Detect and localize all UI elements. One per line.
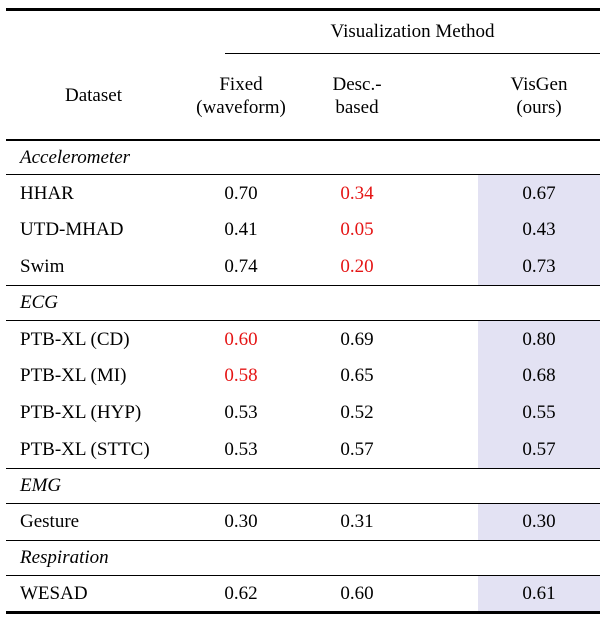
- desc-value-cell: 0.34: [340, 182, 374, 204]
- table-row: [6, 249, 600, 286]
- desc-value-cell: 0.60: [340, 582, 374, 604]
- section-row: [6, 140, 600, 175]
- col-header-dataset: Dataset: [65, 85, 122, 107]
- desc-value-cell: 0.57: [340, 439, 374, 461]
- dataset-cell: PTB-XL (STTC): [20, 439, 150, 461]
- fixed-value-cell: 0.41: [224, 219, 258, 241]
- table-row: [6, 432, 600, 469]
- group-header-row: [6, 10, 600, 54]
- section-row: [6, 541, 600, 576]
- gap-cell: [413, 358, 478, 395]
- table-body: [6, 140, 600, 613]
- table-row: [6, 175, 600, 212]
- col-header-desc-line1: Desc.-: [332, 73, 382, 95]
- visgen-value-cell: 0.55: [478, 395, 600, 432]
- fixed-value-cell: 0.30: [224, 511, 258, 533]
- fixed-value-cell: 0.70: [224, 182, 258, 204]
- dataset-cell: HHAR: [20, 182, 74, 204]
- table-row: [6, 504, 600, 541]
- group-header-cell: [181, 10, 600, 54]
- table-row: [6, 321, 600, 358]
- fixed-value-cell: 0.74: [224, 256, 258, 278]
- fixed-value-cell: 0.53: [224, 439, 258, 461]
- visgen-value-cell: 0.61: [478, 576, 600, 613]
- fixed-value-cell: 0.60: [224, 328, 258, 350]
- visgen-value-cell: 0.73: [478, 249, 600, 286]
- dataset-cell: PTB-XL (HYP): [20, 402, 142, 424]
- desc-value-cell: 0.20: [340, 256, 374, 278]
- group-header-empty-cell: [6, 10, 181, 54]
- visgen-value-cell: 0.67: [478, 175, 600, 212]
- col-header-fixed: [181, 54, 301, 140]
- desc-value-cell: 0.31: [340, 511, 374, 533]
- desc-value-cell: 0.05: [340, 219, 374, 241]
- visgen-value-cell: 0.68: [478, 358, 600, 395]
- gap-cell: [413, 249, 478, 286]
- fixed-value-cell: 0.62: [224, 582, 258, 604]
- col-header-desc-line2: based: [335, 97, 379, 118]
- gap-cell: [413, 321, 478, 358]
- dataset-cell: WESAD: [20, 582, 88, 604]
- section-label: Accelerometer: [20, 146, 131, 168]
- gap-cell: [413, 432, 478, 469]
- table-row: [6, 576, 600, 613]
- desc-value-cell: 0.52: [340, 402, 374, 424]
- dataset-cell: Swim: [20, 256, 65, 278]
- col-header-visgen-line2: (ours): [516, 97, 562, 118]
- col-header-fixed-line2: (waveform): [196, 97, 286, 118]
- fixed-value-cell: 0.53: [224, 402, 258, 424]
- section-row: [6, 286, 600, 321]
- gap-cell: [413, 504, 478, 541]
- col-header-fixed-line1: Fixed: [219, 73, 263, 95]
- dataset-cell: Gesture: [20, 511, 80, 533]
- gap-cell: [413, 395, 478, 432]
- visgen-value-cell: 0.30: [478, 504, 600, 541]
- col-header-desc: [301, 54, 413, 140]
- visgen-value-cell: 0.80: [478, 321, 600, 358]
- column-header-row: [6, 54, 600, 140]
- gap-cell: [413, 576, 478, 613]
- visgen-value-cell: 0.43: [478, 212, 600, 249]
- dataset-cell: PTB-XL (MI): [20, 365, 127, 387]
- dataset-cell: UTD-MHAD: [20, 219, 124, 241]
- desc-value-cell: 0.65: [340, 365, 374, 387]
- visgen-value-cell: 0.57: [478, 432, 600, 469]
- col-header-visgen-line1: VisGen: [510, 73, 568, 95]
- gap-cell: [413, 212, 478, 249]
- section-label: Respiration: [20, 547, 109, 569]
- table-row: [6, 212, 600, 249]
- results-table: [6, 8, 600, 614]
- table-header: [6, 10, 600, 140]
- section-label: ECG: [20, 292, 58, 314]
- dataset-cell: PTB-XL (CD): [20, 328, 130, 350]
- table-row: [6, 358, 600, 395]
- group-header-label: Visualization Method: [225, 20, 600, 53]
- desc-value-cell: 0.69: [340, 328, 374, 350]
- section-row: [6, 469, 600, 504]
- table-row: [6, 395, 600, 432]
- gap-cell: [413, 175, 478, 212]
- col-header-visgen: [478, 54, 600, 140]
- col-header-gap: [413, 54, 478, 140]
- fixed-value-cell: 0.58: [224, 365, 258, 387]
- section-label: EMG: [20, 475, 62, 497]
